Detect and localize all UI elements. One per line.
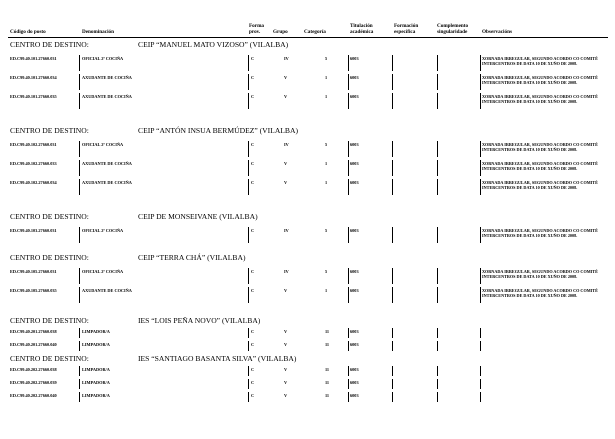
cell-categoria: 11: [325, 367, 330, 372]
column-divider: [79, 287, 80, 303]
column-divider: [392, 227, 393, 243]
cell-grupo: V: [284, 180, 288, 185]
cell-grupo: V: [284, 161, 288, 166]
column-divider: [348, 341, 349, 351]
column-divider: [392, 74, 393, 90]
column-divider: [248, 341, 249, 351]
cell-grupo: IV: [284, 142, 289, 147]
column-divider: [248, 74, 249, 90]
column-divider: [248, 268, 249, 284]
center-name: CEIP “ANTÓN INSUA BERMÚDEZ” (VILALBA): [138, 126, 299, 135]
column-divider: [437, 328, 438, 338]
column-divider: [348, 93, 349, 109]
table-row: [0, 94, 615, 111]
cell-denominacion: AXUDANTE DE COCIÑA: [82, 75, 132, 80]
cell-codigo: ED.C99.40.202.27660.040: [10, 393, 57, 398]
column-divider: [392, 55, 393, 71]
header-forma-line1: Forma: [249, 23, 264, 29]
cell-denominacion: AXUDANTE DE COCIÑA: [82, 161, 132, 166]
cell-observacions: XORNADA IRREGULAR, SEGUNDO ACORDO CO COMITÉ INTERCENTROS DE DATA 10 DE XUÑO DE 2008.: [482, 161, 598, 171]
header-rule: [8, 37, 608, 38]
column-divider: [392, 379, 393, 389]
center-label: CENTRO DE DESTINO:: [10, 212, 89, 221]
column-divider: [437, 379, 438, 389]
header-forma-line2: prov.: [249, 29, 261, 35]
column-divider: [348, 227, 349, 243]
cell-titulacion: 6003: [350, 142, 359, 147]
center-label: CENTRO DE DESTINO:: [10, 253, 89, 262]
header-titulacion-line2: académica: [350, 29, 374, 35]
column-divider: [248, 227, 249, 243]
column-divider: [348, 328, 349, 338]
column-divider: [348, 179, 349, 195]
cell-titulacion: 6003: [350, 56, 359, 61]
column-divider: [480, 328, 481, 338]
column-divider: [392, 392, 393, 402]
cell-titulacion: 6003: [350, 180, 359, 185]
cell-grupo: V: [284, 75, 288, 80]
center-name: IES “SANTIAGO BASANTA SILVA” (VILALBA): [138, 354, 297, 363]
column-divider: [437, 341, 438, 351]
cell-denominacion: LIMPADOR/A: [82, 393, 110, 398]
column-divider: [437, 141, 438, 157]
cell-codigo: ED.C99.40.103.27660.031: [10, 228, 57, 233]
cell-denominacion: LIMPADOR/A: [82, 367, 110, 372]
column-divider: [348, 268, 349, 284]
cell-denominacion: OFICIAL 2ª COCIÑA: [82, 142, 124, 147]
column-divider: [392, 160, 393, 176]
center-name: CEIP “TERRA CHÁ” (VILALBA): [138, 253, 246, 262]
center-name: IES “LOIS PEÑA NOVO” (VILALBA): [138, 316, 261, 325]
cell-categoria: 11: [325, 329, 330, 334]
table-row: [0, 367, 615, 378]
column-divider: [437, 74, 438, 90]
column-divider: [79, 379, 80, 389]
center-name: CEIP “MANUEL MATO VIZOSO” (VILALBA): [138, 40, 289, 49]
cell-observacions: XORNADA IRREGULAR, SEGUNDO ACORDO CO COMITÉ INTERCENTROS DE DATA 10 DE XUÑO DE 2008.: [482, 228, 598, 238]
cell-categoria: 1: [325, 161, 328, 166]
cell-forma: C: [251, 288, 255, 293]
cell-categoria: 1: [325, 288, 328, 293]
column-divider: [480, 74, 481, 90]
column-divider: [480, 268, 481, 284]
column-divider: [437, 160, 438, 176]
cell-observacions: XORNADA IRREGULAR, SEGUNDO ACORDO CO COMITÉ INTERCENTROS DE DATA 10 DE XUÑO DE 2008.: [482, 75, 598, 85]
column-divider: [348, 366, 349, 376]
cell-codigo: ED.C99.40.105.27660.031: [10, 269, 57, 274]
cell-categoria: 11: [325, 380, 330, 385]
column-divider: [248, 141, 249, 157]
column-divider: [348, 379, 349, 389]
header-formacion-line2: específica: [394, 29, 416, 35]
column-divider: [348, 287, 349, 303]
cell-forma: C: [251, 94, 255, 99]
column-divider: [348, 55, 349, 71]
column-divider: [437, 268, 438, 284]
cell-titulacion: 6003: [350, 329, 359, 334]
header-complemento-line1: Complemento: [437, 23, 469, 29]
cell-forma: C: [251, 380, 255, 385]
cell-forma: C: [251, 75, 255, 80]
cell-grupo: V: [284, 342, 288, 347]
column-divider: [248, 392, 249, 402]
table-row: [0, 180, 615, 197]
cell-categoria: 5: [325, 56, 328, 61]
cell-grupo: V: [284, 329, 288, 334]
column-divider: [437, 227, 438, 243]
cell-categoria: 11: [325, 342, 330, 347]
column-divider: [392, 268, 393, 284]
cell-titulacion: 6003: [350, 393, 359, 398]
cell-codigo: ED.C99.40.102.27660.034: [10, 180, 57, 185]
header-codigo: Código do posto: [10, 29, 46, 35]
cell-observacions: XORNADA IRREGULAR, SEGUNDO ACORDO CO COMITÉ INTERCENTROS DE DATA 10 DE XUÑO DE 2008.: [482, 180, 598, 190]
cell-observacions: XORNADA IRREGULAR, SEGUNDO ACORDO CO COMITÉ INTERCENTROS DE DATA 10 DE XUÑO DE 2008.: [482, 288, 598, 298]
cell-categoria: 1: [325, 180, 328, 185]
cell-grupo: V: [284, 393, 288, 398]
column-divider: [437, 392, 438, 402]
column-divider: [248, 160, 249, 176]
center-label: CENTRO DE DESTINO:: [10, 126, 89, 135]
column-divider: [79, 227, 80, 243]
column-divider: [480, 341, 481, 351]
column-divider: [480, 227, 481, 243]
column-divider: [348, 74, 349, 90]
cell-categoria: 5: [325, 142, 328, 147]
cell-grupo: IV: [284, 269, 289, 274]
column-divider: [348, 160, 349, 176]
column-divider: [79, 74, 80, 90]
center-label: CENTRO DE DESTINO:: [10, 354, 89, 363]
column-divider: [480, 366, 481, 376]
column-divider: [480, 179, 481, 195]
cell-denominacion: AXUDANTE DE COCIÑA: [82, 288, 132, 293]
column-divider: [392, 141, 393, 157]
center-label: CENTRO DE DESTINO:: [10, 316, 89, 325]
table-row: [0, 380, 615, 391]
cell-categoria: 1: [325, 94, 328, 99]
cell-denominacion: OFICIAL 2ª COCIÑA: [82, 269, 124, 274]
cell-forma: C: [251, 342, 255, 347]
column-divider: [392, 179, 393, 195]
cell-forma: C: [251, 142, 255, 147]
column-divider: [248, 287, 249, 303]
cell-forma: C: [251, 393, 255, 398]
table-row: [0, 75, 615, 92]
cell-codigo: ED.C99.40.101.27660.031: [10, 56, 57, 61]
cell-categoria: 11: [325, 393, 330, 398]
column-divider: [79, 55, 80, 71]
cell-codigo: ED.C99.40.102.27660.031: [10, 142, 57, 147]
cell-denominacion: AXUDANTE DE COCIÑA: [82, 180, 132, 185]
cell-forma: C: [251, 367, 255, 372]
cell-denominacion: LIMPADOR/A: [82, 380, 110, 385]
column-divider: [79, 366, 80, 376]
cell-titulacion: 6003: [350, 342, 359, 347]
column-divider: [437, 55, 438, 71]
column-divider: [480, 379, 481, 389]
header-denominacion: Denominación: [82, 29, 114, 35]
column-divider: [79, 179, 80, 195]
column-divider: [480, 141, 481, 157]
header-complemento: [437, 23, 468, 35]
cell-denominacion: LIMPADOR/A: [82, 329, 110, 334]
table-row: [0, 342, 615, 353]
column-divider: [248, 328, 249, 338]
cell-observacions: XORNADA IRREGULAR, SEGUNDO ACORDO CO COMITÉ INTERCENTROS DE DATA 10 DE XUÑO DE 2008.: [482, 94, 598, 104]
cell-titulacion: 6003: [350, 161, 359, 166]
cell-forma: C: [251, 269, 255, 274]
column-divider: [437, 366, 438, 376]
column-divider: [480, 392, 481, 402]
cell-denominacion: OFICIAL 2ª COCIÑA: [82, 56, 124, 61]
table-row: [0, 329, 615, 340]
table-row: [0, 393, 615, 404]
column-divider: [392, 93, 393, 109]
cell-forma: C: [251, 228, 255, 233]
column-divider: [480, 287, 481, 303]
cell-denominacion: OFICIAL 2ª COCIÑA: [82, 228, 124, 233]
cell-titulacion: 6003: [350, 367, 359, 372]
column-divider: [79, 328, 80, 338]
column-divider: [480, 160, 481, 176]
cell-forma: C: [251, 329, 255, 334]
column-divider: [392, 366, 393, 376]
header-titulacion-line1: Titulación: [350, 23, 373, 29]
table-row: [0, 269, 615, 286]
column-divider: [392, 341, 393, 351]
table-row: [0, 161, 615, 178]
column-divider: [79, 268, 80, 284]
header-forma: [249, 23, 264, 35]
header-categoria: Categoría: [304, 29, 326, 35]
cell-titulacion: 6003: [350, 269, 359, 274]
cell-categoria: 1: [325, 75, 328, 80]
header-complemento-line2: singularidade: [437, 29, 468, 35]
column-divider: [437, 287, 438, 303]
header-titulacion: [350, 23, 373, 35]
cell-grupo: IV: [284, 56, 289, 61]
column-divider: [248, 179, 249, 195]
column-divider: [79, 341, 80, 351]
cell-observacions: XORNADA IRREGULAR, SEGUNDO ACORDO CO COMITÉ INTERCENTROS DE DATA 10 DE XUÑO DE 2008.: [482, 269, 598, 279]
column-divider: [248, 55, 249, 71]
cell-denominacion: AXUDANTE DE COCIÑA: [82, 94, 132, 99]
column-divider: [480, 55, 481, 71]
cell-titulacion: 6003: [350, 75, 359, 80]
cell-codigo: ED.C99.40.202.27660.039: [10, 380, 57, 385]
column-divider: [248, 366, 249, 376]
column-divider: [480, 93, 481, 109]
header-formacion: [394, 23, 418, 35]
column-divider: [79, 141, 80, 157]
column-divider: [79, 93, 80, 109]
cell-codigo: ED.C99.40.102.27660.033: [10, 161, 57, 166]
header-formacion-line1: Formación: [394, 23, 419, 29]
cell-categoria: 5: [325, 269, 328, 274]
table-row: [0, 56, 615, 73]
column-divider: [79, 160, 80, 176]
cell-titulacion: 6003: [350, 228, 359, 233]
cell-grupo: V: [284, 367, 288, 372]
column-divider: [248, 93, 249, 109]
cell-grupo: IV: [284, 228, 289, 233]
cell-codigo: ED.C99.40.201.27660.040: [10, 342, 57, 347]
cell-observacions: XORNADA IRREGULAR, SEGUNDO ACORDO CO COMITÉ INTERCENTROS DE DATA 10 DE XUÑO DE 2008.: [482, 56, 598, 66]
cell-titulacion: 6003: [350, 380, 359, 385]
cell-grupo: V: [284, 94, 288, 99]
table-row: [0, 288, 615, 305]
cell-codigo: ED.C99.40.201.27660.038: [10, 329, 57, 334]
center-label: CENTRO DE DESTINO:: [10, 40, 89, 49]
cell-categoria: 5: [325, 228, 328, 233]
column-divider: [248, 379, 249, 389]
header-grupo: Grupo: [273, 29, 288, 35]
table-row: [0, 142, 615, 159]
center-name: CEIP DE MONSEIVANE (VILALBA): [138, 212, 258, 221]
cell-forma: C: [251, 56, 255, 61]
column-divider: [348, 392, 349, 402]
cell-grupo: V: [284, 288, 288, 293]
cell-forma: C: [251, 161, 255, 166]
header-observacions: Observacións: [482, 29, 512, 35]
cell-observacions: XORNADA IRREGULAR, SEGUNDO ACORDO CO COMITÉ INTERCENTROS DE DATA 10 DE XUÑO DE 2008.: [482, 142, 598, 152]
cell-titulacion: 6003: [350, 94, 359, 99]
column-divider: [437, 179, 438, 195]
cell-codigo: ED.C99.40.101.27660.034: [10, 75, 57, 80]
cell-codigo: ED.C99.40.101.27660.035: [10, 94, 57, 99]
cell-forma: C: [251, 180, 255, 185]
cell-grupo: V: [284, 380, 288, 385]
column-divider: [348, 141, 349, 157]
column-divider: [392, 287, 393, 303]
column-divider: [437, 93, 438, 109]
column-divider: [392, 328, 393, 338]
cell-denominacion: LIMPADOR/A: [82, 342, 110, 347]
cell-titulacion: 6003: [350, 288, 359, 293]
cell-codigo: ED.C99.40.202.27660.038: [10, 367, 57, 372]
cell-codigo: ED.C99.40.105.27660.035: [10, 288, 57, 293]
column-divider: [79, 392, 80, 402]
table-row: [0, 228, 615, 245]
